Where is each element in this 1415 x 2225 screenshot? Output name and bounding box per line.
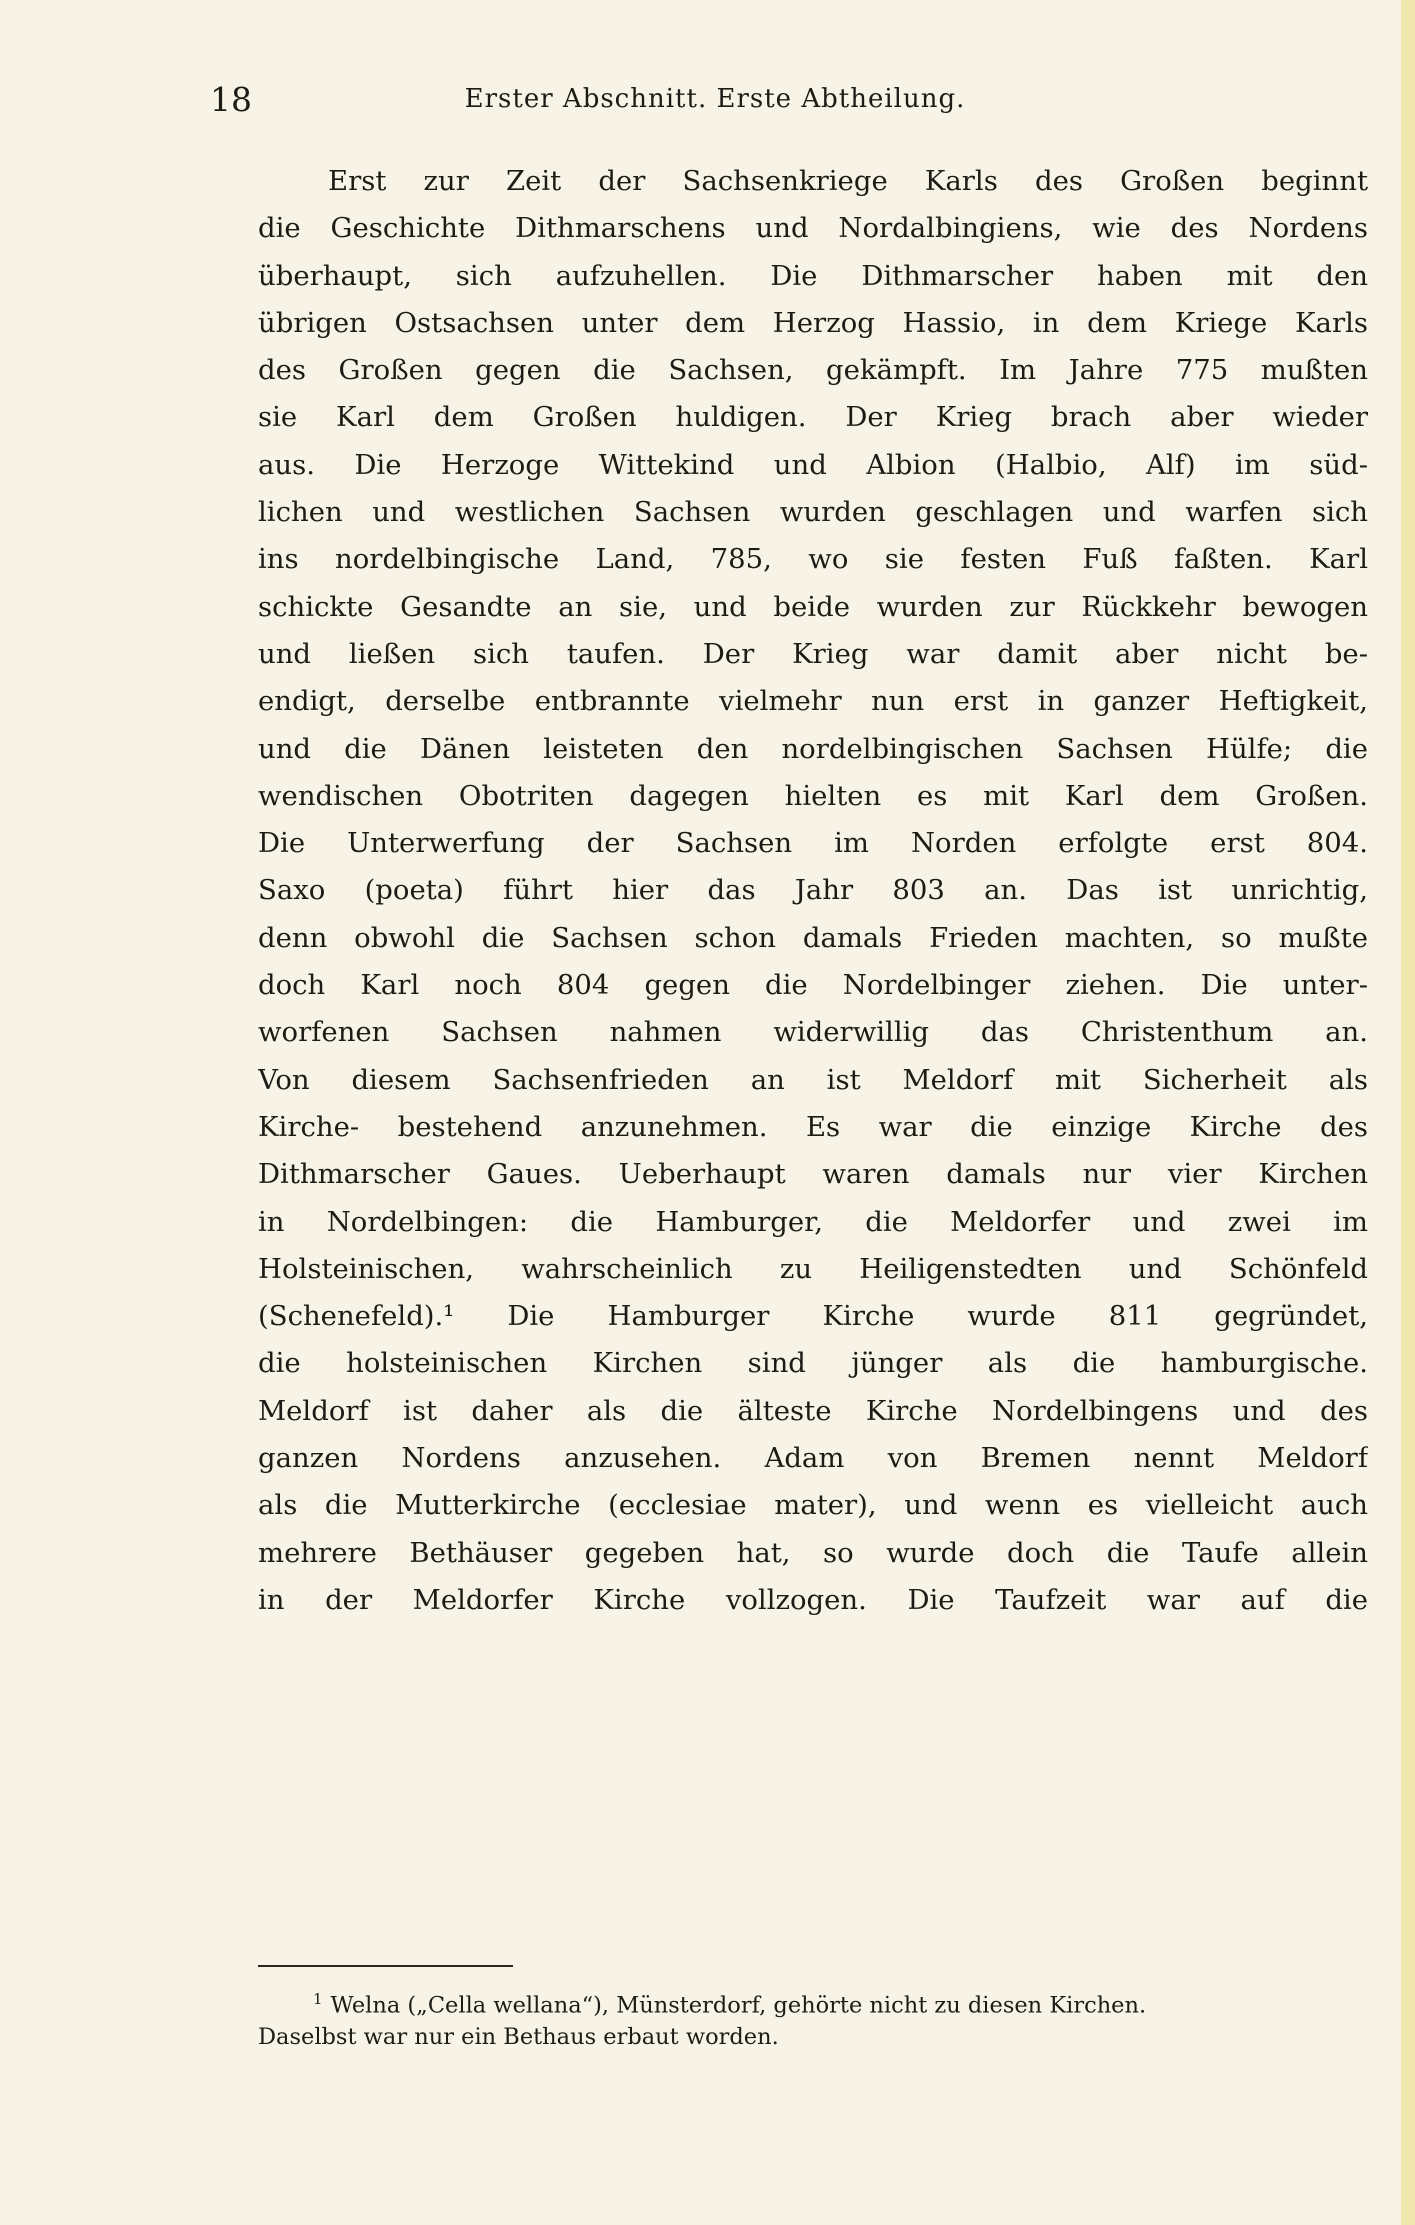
- text-line: Von diesem Sachsenfrieden an ist Meldorf mit Sicherheit als: [258, 1063, 1368, 1096]
- footnote-mark: 1: [313, 1990, 323, 2008]
- text-line: die holsteinischen Kirchen sind jünger als die hamburgische.: [258, 1347, 1368, 1380]
- text-line: mehrere Bethäuser gegeben hat, so wurde doch die Taufe allein: [258, 1536, 1368, 1569]
- text-line: des Großen gegen die Sachsen, gekämpft. Im Jahre 775 mußten: [258, 354, 1368, 387]
- text-line: schickte Gesandte an sie, und beide wurden zur Rückkehr bewogen: [258, 590, 1368, 623]
- text-line: ganzen Nordens anzusehen. Adam von Bremen nennt Meldorf: [258, 1442, 1368, 1475]
- text-line: Holsteinischen, wahrscheinlich zu Heiligenstedten und Schönfeld: [258, 1252, 1368, 1285]
- text-line: sie Karl dem Großen huldigen. Der Krieg brach aber wieder: [258, 401, 1368, 434]
- text-line: Die Unterwerfung der Sachsen im Norden erfolgte erst 804.: [258, 827, 1368, 860]
- page-header: [160, 80, 1270, 130]
- text-line: ins nordelbingische Land, 785, wo sie festen Fuß faßten. Karl: [258, 543, 1368, 576]
- text-line: doch Karl noch 804 gegen die Nordelbinger ziehen. Die unter-: [258, 969, 1368, 1002]
- text-line: Erst zur Zeit der Sachsenkriege Karls des Großen beginnt: [328, 165, 1368, 197]
- text-line: denn obwohl die Sachsen schon damals Frieden machten, so mußte: [258, 921, 1368, 954]
- text-line: Saxo (poeta) führt hier das Jahr 803 an. Das ist unrichtig,: [258, 874, 1368, 907]
- text-line: in Nordelbingen: die Hamburger, die Meldorfer und zwei im: [258, 1205, 1368, 1238]
- text-line: (Schenefeld).¹ Die Hamburger Kirche wurde 811 gegründet,: [258, 1300, 1368, 1333]
- text-line: worfenen Sachsen nahmen widerwillig das Christenthum an.: [258, 1016, 1368, 1049]
- footnote-rule: [258, 1965, 513, 1967]
- page-number: 18: [210, 80, 252, 119]
- text-line: als die Mutterkirche (ecclesiae mater), und wenn es vielleicht auch: [258, 1489, 1368, 1522]
- footnotes: [258, 1980, 1368, 2056]
- text-line: und ließen sich taufen. Der Krieg war damit aber nicht be-: [258, 637, 1368, 670]
- text-line: Kirche- bestehend anzunehmen. Es war die einzige Kirche des: [258, 1110, 1368, 1143]
- text-line: in der Meldorfer Kirche vollzogen. Die Taufzeit war auf die: [258, 1583, 1368, 1616]
- page-edge: [1401, 0, 1415, 2225]
- text-line: lichen und westlichen Sachsen wurden geschlagen und warfen sich: [258, 496, 1368, 529]
- footnote-text: Welna („Cella wellana“), Münsterdorf, gehörte nicht zu diesen Kirchen.: [330, 1992, 1147, 2018]
- footnote-line: [258, 1980, 1368, 2018]
- text-line: endigt, derselbe entbrannte vielmehr nun erst in ganzer Heftigkeit,: [258, 685, 1368, 718]
- body-text: [258, 158, 1368, 1624]
- running-head: Erster Abschnitt. Erste Abtheilung.: [464, 84, 966, 114]
- footnote-line: Daselbst war nur ein Bethaus erbaut worden.: [258, 2024, 779, 2050]
- text-line: und die Dänen leisteten den nordelbingischen Sachsen Hülfe; die: [258, 732, 1368, 765]
- text-line: die Geschichte Dithmarschens und Nordalbingiens, wie des Nordens: [258, 212, 1368, 245]
- text-line: aus. Die Herzoge Wittekind und Albion (Halbio, Alf) im süd-: [258, 448, 1368, 481]
- text-line: wendischen Obotriten dagegen hielten es mit Karl dem Großen.: [258, 779, 1368, 812]
- text-line: Dithmarscher Gaues. Ueberhaupt waren damals nur vier Kirchen: [258, 1158, 1368, 1191]
- text-line: überhaupt, sich aufzuhellen. Die Dithmarscher haben mit den: [258, 259, 1368, 292]
- text-line: Meldorf ist daher als die älteste Kirche Nordelbingens und des: [258, 1394, 1368, 1427]
- text-line: übrigen Ostsachsen unter dem Herzog Hassio, in dem Kriege Karls: [258, 306, 1368, 339]
